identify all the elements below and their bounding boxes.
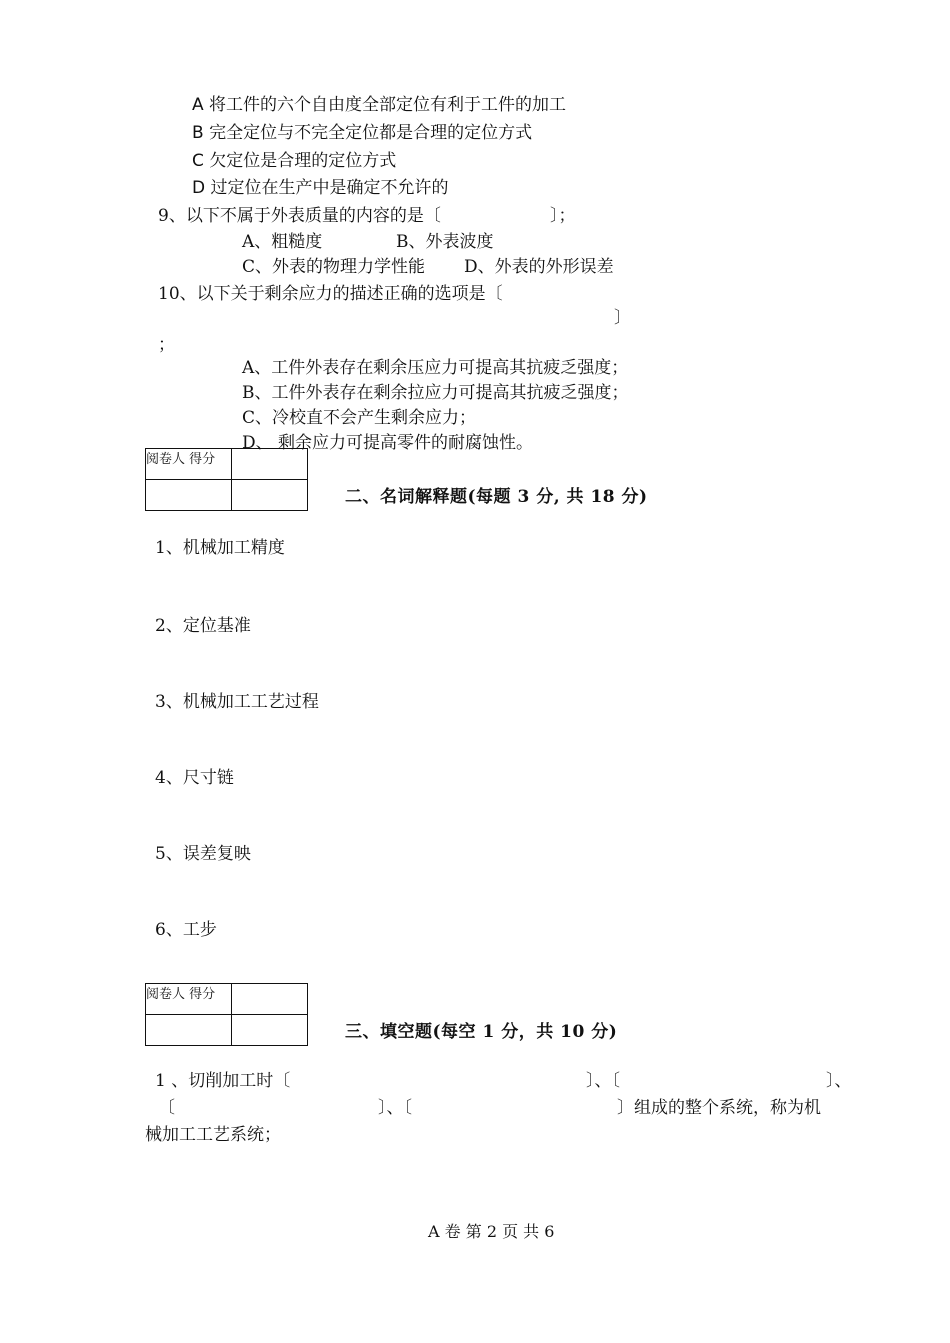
q9-option-d: D、外表的外形误差 — [464, 257, 614, 277]
section2-item-3: 3、机械加工工艺过程 — [155, 692, 319, 712]
q10-option-b: B、工件外表存在剩余拉应力可提高其抗疲乏强度； — [242, 383, 629, 403]
grader-cell — [146, 480, 232, 511]
fill-q1-line2-mid: 〕、〔 — [378, 1098, 412, 1118]
score-box-label: 阅卷人 得分 — [146, 984, 232, 1015]
score-box-section2 — [145, 448, 308, 511]
page-footer: A 卷 第 2 页 共 6 — [428, 1222, 555, 1241]
q10-option-d: D、 剩余应力可提高零件的耐腐蚀性。 — [242, 433, 534, 453]
q10-option-a: A、工件外表存在剩余压应力可提高其抗疲乏强度； — [242, 358, 629, 378]
section2-item-5: 5、误差复映 — [155, 844, 251, 864]
q9-bracket-close: 〕； — [550, 206, 576, 226]
fill-q1-line1-start: 1 、切削加工时〔 — [155, 1071, 291, 1091]
score-cell — [232, 480, 308, 511]
q8-option-d: D 过定位在生产中是确定不允许的 — [192, 178, 449, 198]
q9-option-b: B、外表波度 — [396, 232, 494, 252]
fill-q1-line2-start: 〔 — [158, 1098, 175, 1118]
section2-item-4: 4、尺寸链 — [155, 768, 234, 788]
fill-q1-line2-end: 〕组成的整个系统，称为机 — [617, 1098, 821, 1118]
section2-item-2: 2、定位基准 — [155, 616, 251, 636]
section2-title: 二、名词解释题(每题 3 分, 共 18 分) — [345, 487, 648, 507]
score-cell — [232, 449, 308, 480]
fill-q1-line1-end: 〕、 — [826, 1071, 852, 1091]
q9-option-a: A、粗糙度 — [242, 232, 323, 252]
score-cell — [232, 984, 308, 1015]
q8-option-c: C 欠定位是合理的定位方式 — [192, 151, 397, 171]
q10-semicolon: ； — [158, 335, 175, 355]
q9-stem: 9、以下不属于外表质量的内容的是〔 — [158, 206, 441, 226]
section2-item-1: 1、机械加工精度 — [155, 538, 285, 558]
q10-stem: 10、以下关于剩余应力的描述正确的选项是〔 — [158, 284, 503, 304]
q8-option-a: A 将工件的六个自由度全部定位有利于工件的加工 — [192, 95, 567, 115]
section3-title: 三、填空题(每空 1 分，共 10 分) — [345, 1022, 618, 1042]
fill-q1-line3: 械加工工艺系统； — [145, 1125, 281, 1145]
section2-item-6: 6、工步 — [155, 920, 217, 940]
fill-q1-line1-mid: 〕、〔 — [586, 1071, 620, 1091]
score-box-section3 — [145, 983, 308, 1046]
score-box-label: 阅卷人 得分 — [146, 449, 232, 480]
q8-option-b: B 完全定位与不完全定位都是合理的定位方式 — [192, 123, 533, 143]
q10-bracket-close: 〕 — [614, 308, 631, 328]
q9-option-c: C、外表的物理力学性能 — [242, 257, 426, 277]
grader-cell — [146, 1015, 232, 1046]
score-cell — [232, 1015, 308, 1046]
q10-option-c: C、冷校直不会产生剩余应力； — [242, 408, 477, 428]
